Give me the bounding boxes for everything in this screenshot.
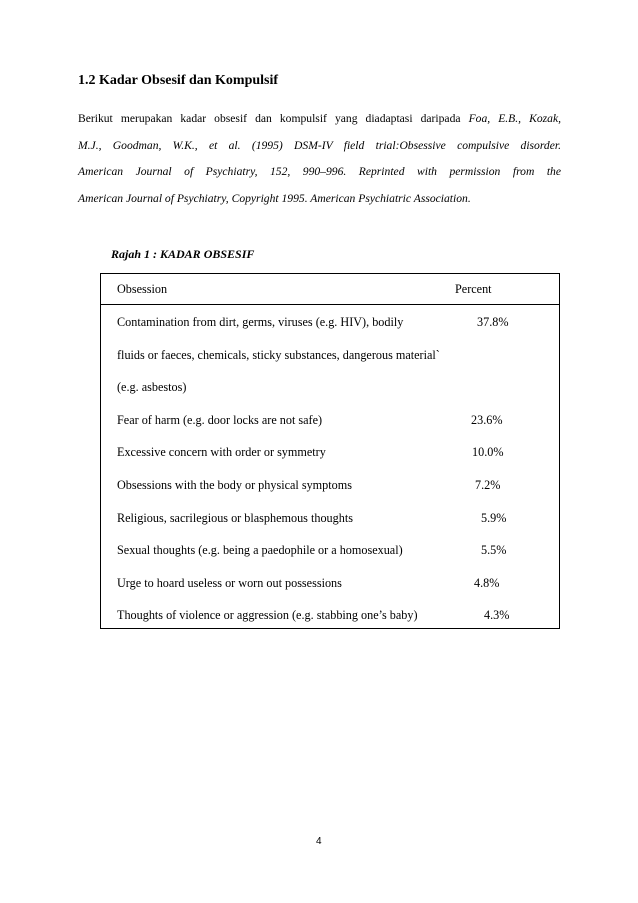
- row-label: (e.g. asbestos): [117, 380, 187, 395]
- row-value: 23.6%: [471, 412, 503, 427]
- intro-paragraph: [78, 106, 561, 212]
- table-row: [101, 435, 559, 468]
- row-value: 4.8%: [474, 575, 500, 590]
- table-header-row: [101, 274, 559, 305]
- paragraph-line-citation: Foa, E.B., Kozak,: [468, 112, 561, 125]
- row-label: Sexual thoughts (e.g. being a paedophile or a homosexual): [117, 543, 403, 558]
- table-row: [101, 403, 559, 436]
- row-value: 4.3%: [484, 608, 510, 623]
- row-label: Fear of harm (e.g. door locks are not safe): [117, 412, 323, 427]
- table-row: [101, 370, 559, 403]
- table-row: [101, 338, 559, 371]
- paragraph-line: [78, 159, 561, 186]
- column-header-percent: Percent: [455, 282, 492, 296]
- row-label: Thoughts of violence or aggression (e.g. stabbing one’s baby): [117, 608, 418, 623]
- table-row: [101, 305, 559, 338]
- table-row: [101, 566, 559, 599]
- page-number: 4: [316, 836, 322, 847]
- row-value: 5.5%: [481, 543, 507, 558]
- section-heading: 1.2 Kadar Obsesif dan Kompulsif: [78, 73, 279, 88]
- paragraph-line-citation: American Journal of Psychiatry, 152, 990–996. Reprinted with permission from the: [78, 165, 561, 178]
- figure-caption: Rajah 1 : KADAR OBSESIF: [111, 247, 255, 261]
- table-row: [101, 533, 559, 566]
- row-value: 10.0%: [472, 445, 504, 460]
- paragraph-line-citation: M.J., Goodman, W.K., et al. (1995) DSM-IV field trial:Obsessive compulsive disorder.: [78, 138, 561, 152]
- table-row: [101, 598, 559, 631]
- row-value: 7.2%: [475, 477, 501, 492]
- row-label: fluids or faeces, chemicals, sticky substances, dangerous material`: [117, 347, 440, 362]
- row-label: Obsessions with the body or physical symptoms: [117, 477, 352, 492]
- table-row: [101, 501, 559, 534]
- obsession-table: [100, 273, 560, 629]
- paragraph-line: [78, 133, 561, 160]
- row-label: Religious, sacrilegious or blasphemous thoughts: [117, 510, 353, 525]
- paragraph-line: [78, 186, 561, 213]
- row-value: 37.8%: [477, 315, 509, 329]
- row-label: Urge to hoard useless or worn out possessions: [117, 575, 342, 590]
- paragraph-line: [78, 106, 561, 133]
- paragraph-line-plain: Berikut merupakan kadar obsesif dan kompulsif yang diadaptasi daripada: [78, 112, 469, 125]
- row-label: Excessive concern with order or symmetry: [117, 445, 326, 460]
- row-label: Contamination from dirt, germs, viruses (e.g. HIV), bodily: [117, 315, 404, 329]
- table-row: [101, 468, 559, 501]
- row-value: 5.9%: [481, 510, 507, 525]
- column-header-obsession: Obsession: [117, 282, 168, 296]
- paragraph-line-citation: American Journal of Psychiatry, Copyright 1995. American Psychiatric Association.: [78, 191, 471, 205]
